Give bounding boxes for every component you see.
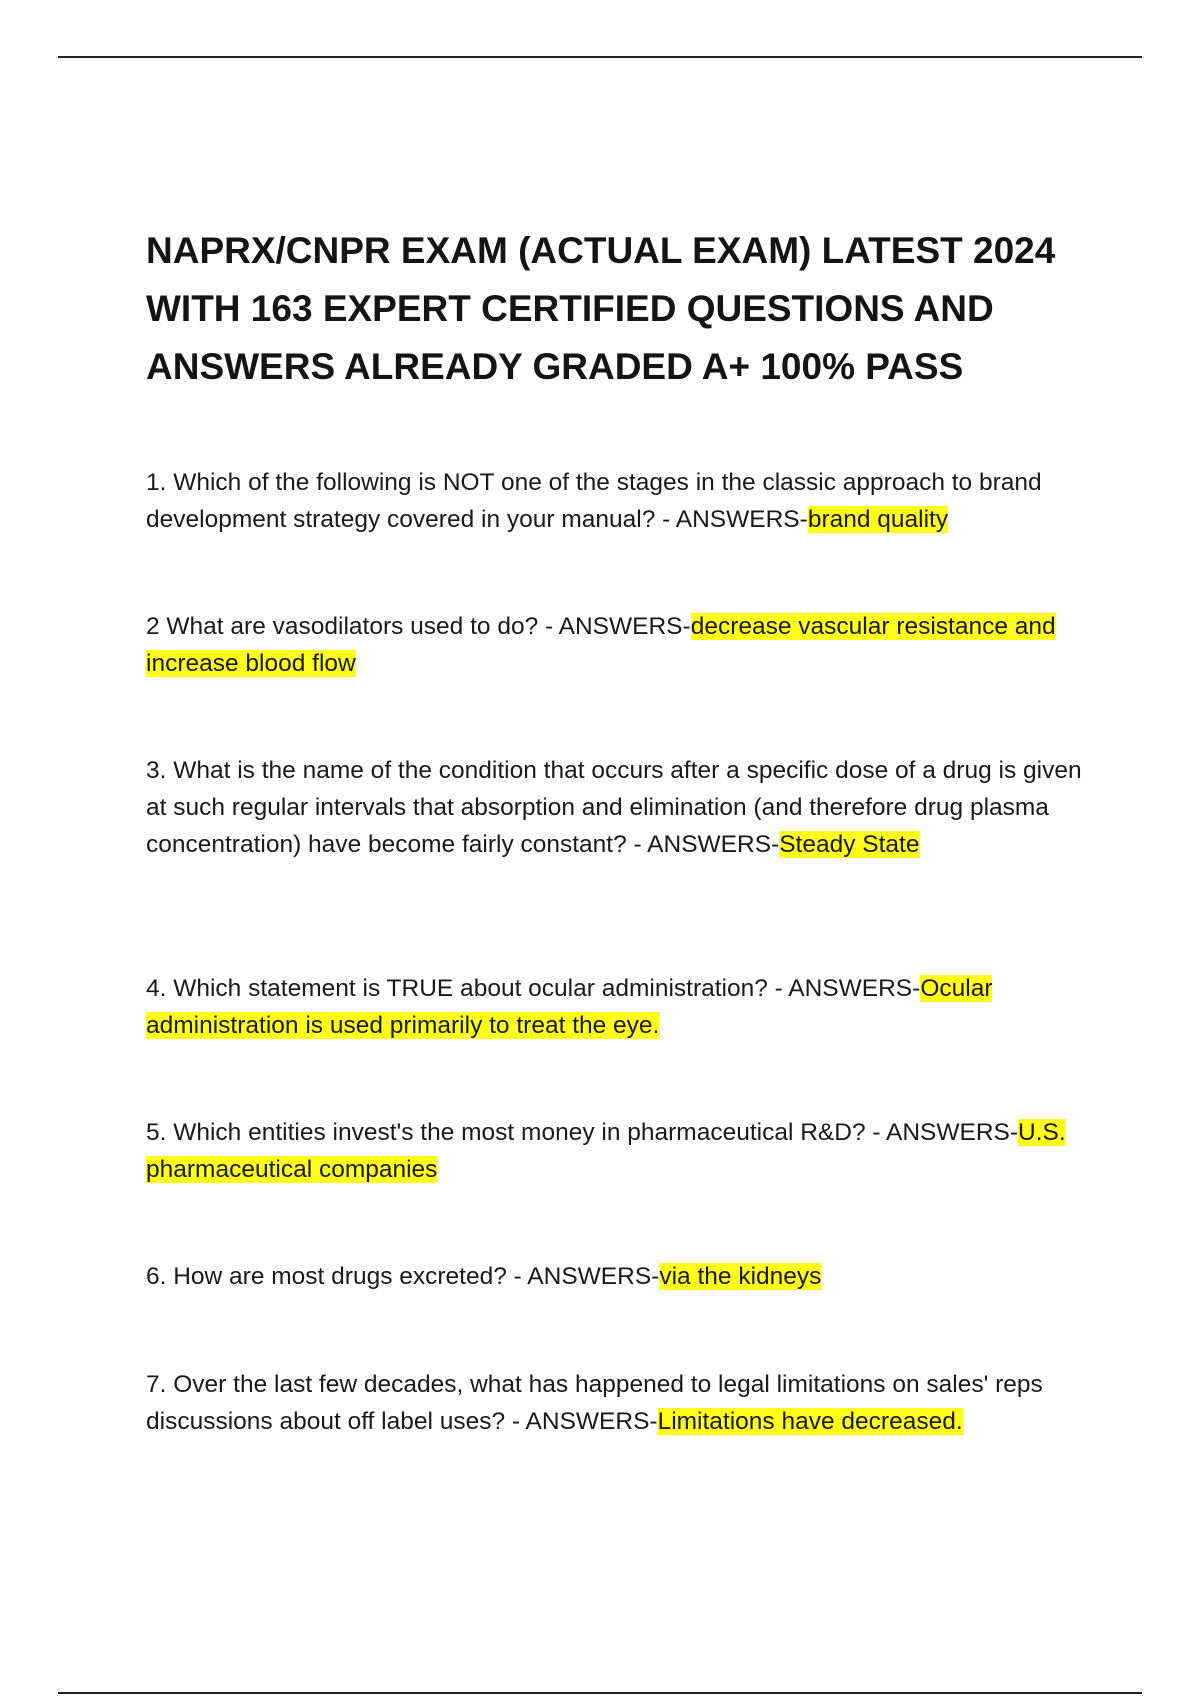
question-text: 4. Which statement is TRUE about ocular administration? - ANSWERS- bbox=[146, 975, 921, 1002]
footer-rule bbox=[58, 1692, 1142, 1694]
question-text: 7. Over the last few decades, what has happened to legal limitations on sales' reps discussions about off label uses? - ANSWERS- bbox=[146, 1371, 1043, 1435]
question-text: 2 What are vasodilators used to do? - ANSWERS- bbox=[146, 613, 691, 640]
answer-highlight: Limitations have decreased. bbox=[657, 1408, 963, 1435]
qa-item-7 bbox=[146, 1366, 1096, 1440]
header-rule bbox=[58, 56, 1142, 58]
qa-item-5 bbox=[146, 1114, 1096, 1188]
answer-highlight: Steady State bbox=[779, 831, 920, 858]
question-text: 1. Which of the following is NOT one of the stages in the classic approach to brand development strategy covered in your manual? - ANSWERS- bbox=[146, 469, 1042, 533]
answer-highlight: via the kidneys bbox=[659, 1263, 822, 1290]
question-text: 5. Which entities invest's the most money in pharmaceutical R&D? - ANSWERS- bbox=[146, 1119, 1019, 1146]
question-text: 6. How are most drugs excreted? - ANSWERS- bbox=[146, 1263, 660, 1290]
qa-item-6 bbox=[146, 1258, 1096, 1295]
answer-highlight: Ocular administration is used primarily to treat the eye. bbox=[146, 975, 993, 1039]
qa-item-3 bbox=[146, 752, 1096, 863]
answer-highlight: brand quality bbox=[807, 506, 949, 533]
answer-highlight: decrease vascular resistance and increase blood flow bbox=[146, 613, 1056, 677]
question-text: 3. What is the name of the condition that occurs after a specific dose of a drug is given at such regular intervals that absorption and elimination (and therefore drug plasma concentration) have become fairly constant? - ANSWERS- bbox=[146, 757, 1082, 858]
answer-highlight: U.S. pharmaceutical companies bbox=[146, 1119, 1066, 1183]
qa-item-4 bbox=[146, 970, 1096, 1044]
qa-item-1 bbox=[146, 464, 1096, 538]
document-title: NAPRX/CNPR EXAM (ACTUAL EXAM) LATEST 2024 WITH 163 EXPERT CERTIFIED QUESTIONS AND ANSWERS ALREADY GRADED A+ 100% PASS bbox=[146, 230, 1056, 387]
qa-item-2 bbox=[146, 608, 1096, 682]
